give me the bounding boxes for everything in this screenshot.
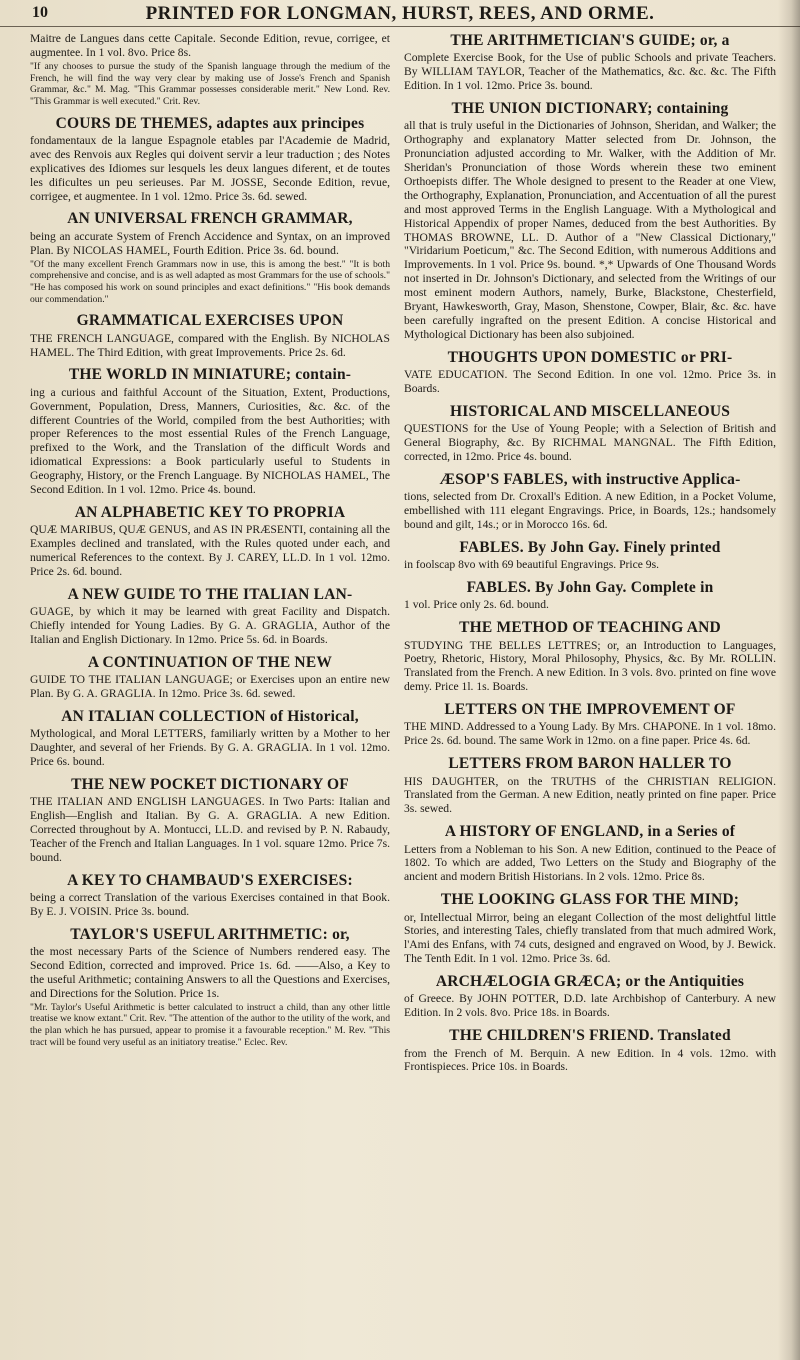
- listing-title: FABLES. By John Gay. Complete in: [466, 579, 714, 597]
- listing-description: Mythological, and Moral LETTERS, familiarly written by a Mother to her Daughter, and several of her Friends. By G. A. GRAGLIA. In 1 vol. 12mo. Price 6s. bound.: [30, 727, 390, 769]
- listing-title: ÆSOP'S FABLES, with instructive Applica-: [439, 470, 741, 488]
- listing-description: GUAGE, by which it may be learned with great Facility and Dispatch. Chiefly intended for Young Ladies. By G. A. GRAGLIA, Author of the Italian and English Dictionary. In 12mo. Price 5s. 6d. in Boards.: [30, 605, 390, 646]
- book-listing: [30, 32, 390, 108]
- listing-description: all that is truly useful in the Dictionaries of Johnson, Sheridan, and Walker; the Orthography and explanatory Matter selected from Dr. Johnson, the Pronunciation adjusted according to Mr. Walker, with the Addition of Mr. Sheridan's Pronunciation of those Words wherein these two eminent Orthoepists differ. The Whole designed to present to the Reader at one View, the Orthography, Explanation, Pronunciation, and Accentuation of all the purest and most approved Terms in the English Language. With a Mythological and Historical Appendix of proper Names, deduced from the best Authorities. By THOMAS BROWNE, LL. D. Author of a "New Classical Dictionary," "Viridarium Poeticum," &c. The Second Edition, with numerous Additions and Improvements. In 1 vol. Price 9s. bound. *,* Upwards of One Thousand Words not inserted in Dr. Johnson's Dictionary, and selected from the Writings of our most eminent modern Authors, namely, Burke, Blackstone, Chesterfield, Bryant, Hawkesworth, Gray, Mason, Shenstone, Cowper, Blair, &c. &c. have been carefully ingrafted on the present Edition. A concise Historical and Mythological Dictionary has been also subjoined.: [404, 119, 776, 341]
- listing-title: TAYLOR'S USEFUL ARITHMETIC: or,: [70, 925, 350, 943]
- page-header: [0, 0, 800, 27]
- listing-description: or, Intellectual Mirror, being an elegant Collection of the most delightful little Stories, and interesting Tales, chiefly translated from that much admired Work, l'Ami des Enfans, with 74 cuts, designed and engraved on Wood, by J. Bewick. The Tenth Edit. In 1 vol. 12mo. Price 3s. 6d.: [404, 910, 776, 966]
- book-listing: [30, 366, 390, 497]
- listing-description: Letters from a Nobleman to his Son. A new Edition, continued to the Peace of 1802. To which are added, Two Letters on the Study and Biography of the ancient and modern British Historians. In 2 vols. 12mo. Price 8s.: [404, 842, 776, 884]
- listing-description: VATE EDUCATION. The Second Edition. In one vol. 12mo. Price 3s. in Boards.: [404, 368, 776, 395]
- page-number: 10: [32, 4, 48, 21]
- book-listing: [30, 115, 390, 204]
- listing-title: AN ALPHABETIC KEY TO PROPRIA: [74, 503, 346, 521]
- listing-description: THE FRENCH LANGUAGE, compared with the English. By NICHOLAS HAMEL. The Third Edition, with great Improvements. Price 2s. 6d.: [30, 331, 390, 359]
- listing-description: Complete Exercise Book, for the Use of public Schools and private Teachers. By WILLIAM TAYLOR, Teacher of the Mathematics, &c. &c. &c. The Fifth Edition. In 1 vol. 12mo. Price 3s. bound.: [404, 51, 776, 93]
- listing-title: HISTORICAL AND MISCELLANEOUS: [449, 402, 731, 420]
- listing-title: THOUGHTS UPON DOMESTIC or PRI-: [447, 348, 733, 366]
- review-quote: "Mr. Taylor's Useful Arithmetic is better calculated to instruct a child, than any other little treatise we know extant." Crit. Rev. "The attention of the author to the utility of the work, and the plan which he has pursued, appear to promise it a favourable reception." M. Rev. "This tract will be found very useful as an initiatory treatise." Eclec. Rev.: [30, 1001, 390, 1048]
- book-listing: [404, 973, 776, 1020]
- book-listing: [30, 312, 390, 359]
- listing-description: Maitre de Langues dans cette Capitale. Seconde Edition, revue, corrigee, et augmentee. In 1 vol. 8vo. Price 8s.: [30, 32, 390, 59]
- listing-title: AN UNIVERSAL FRENCH GRAMMAR,: [67, 210, 353, 228]
- left-column: [30, 32, 390, 1352]
- listing-description: GUIDE TO THE ITALIAN LANGUAGE; or Exercises upon an entire new Plan. By G. A. GRAGLIA. In 12mo. Price 3s. 6d. sewed.: [30, 673, 390, 701]
- listing-title: THE LOOKING GLASS FOR THE MIND;: [440, 891, 740, 909]
- book-listing: [30, 586, 390, 647]
- listing-title: AN ITALIAN COLLECTION of Historical,: [61, 707, 359, 725]
- listing-description: 1 vol. Price only 2s. 6d. bound.: [404, 598, 549, 612]
- book-listing: [404, 891, 776, 966]
- book-listing: [30, 926, 390, 1049]
- book-listing: [404, 539, 776, 572]
- book-listing: [404, 349, 776, 396]
- listing-title: A HISTORY OF ENGLAND, in a Series of: [444, 823, 736, 841]
- book-listing: [404, 755, 776, 816]
- book-listing: [404, 1027, 776, 1074]
- listing-description: ing a curious and faithful Account of the Situation, Extent, Productions, Government, Population, Dress, Manners, Curiosities, &c. &c. of the different Countries of the World, compiled from the best Authorities; with proper References to the most essential Rules of the French Language, prefixed to the Work, and the Translation of the difficult Words and idiomatical Expressions: a Book particularly useful to Students in Geography, History, or the French Language. By NICHOLAS HAMEL, The Second Edition. In 1 vol. 12mo. Price 4s. bound.: [30, 385, 390, 497]
- book-listing: [30, 776, 390, 865]
- listing-title: ARCHÆLOGIA GRÆCA; or the Antiquities: [435, 973, 745, 991]
- listing-description: QUESTIONS for the Use of Young People; with a Selection of British and General Biography, &c. By RICHMAL MANGNAL. The Fifth Edition, corrected, in 12mo. Price 4s. bound.: [404, 422, 776, 463]
- listing-description: THE MIND. Addressed to a Young Lady. By Mrs. CHAPONE. In 1 vol. 18mo. Price 2s. 6d. bound. The same Work in 12mo. on a fine paper. Price 4s. 6d.: [404, 720, 776, 748]
- listing-description: from the French of M. Berquin. A new Edition. In 4 vols. 12mo. with Frontispieces. Price 10s. in Boards.: [404, 1046, 776, 1074]
- listing-description: tions, selected from Dr. Croxall's Edition. A new Edition, in a Pocket Volume, embellished with 111 elegant Engravings. Price, in Boards, 12s.; handsomely bound and gilt, 14s.; or in Morocco 16s. 6d.: [404, 490, 776, 531]
- listing-description: in foolscap 8vo with 69 beautiful Engravings. Price 9s.: [404, 558, 660, 572]
- book-listing: [404, 579, 776, 612]
- book-listing: [404, 701, 776, 748]
- book-listing: [404, 823, 776, 884]
- listing-title: LETTERS FROM BARON HALLER TO: [448, 755, 732, 773]
- book-listing: [30, 708, 390, 769]
- listing-description: fondamentaux de la langue Espagnole etables par l'Academie de Madrid, avec des Renvois aux Regles qui doivent servir a leur traduction ; des Notes explicatives des Idiomes sur lesquels les deux langues diferent, et de toutes les dificultes un peu serieuses. Par M. JOSSE, Seconde Edition, revue, corrigee, et augmentee. In 1 vol. 12mo. Price 3s. 6d. sewed.: [30, 133, 390, 203]
- listing-title: THE WORLD IN MINIATURE; contain-: [68, 366, 352, 384]
- listing-title: THE NEW POCKET DICTIONARY OF: [71, 775, 349, 793]
- right-column: [404, 32, 776, 1352]
- book-listing: [404, 100, 776, 342]
- book-listing: [404, 619, 776, 694]
- book-listing: [30, 210, 390, 305]
- listing-title: GRAMMATICAL EXERCISES UPON: [76, 312, 344, 330]
- book-listing: [404, 403, 776, 464]
- listing-title: THE CHILDREN'S FRIEND. Translated: [449, 1027, 731, 1045]
- listing-description: QUÆ MARIBUS, QUÆ GENUS, and AS IN PRÆSENTI, containing all the Examples declined and translated, with the Rules quoted under each, and numerical References to the context. By J. CAREY, LL.D. In 1 vol. 12mo. Price 2s. 6d. bound.: [30, 523, 390, 578]
- book-listing: [30, 504, 390, 579]
- listing-description: STUDYING THE BELLES LETTRES; or, an Introduction to Languages, Poetry, Rhetoric, History, Moral Philosophy, Physics, &c. By Mr. ROLLIN. Translated from the French. A new Edition. In 3 vols. 8vo. printed on fine wove demy. Price 1l. 1s. Boards.: [404, 638, 776, 694]
- listing-title: A KEY TO CHAMBAUD'S EXERCISES:: [67, 871, 353, 889]
- running-head: PRINTED FOR LONGMAN, HURST, REES, AND ORME.: [145, 3, 655, 24]
- listing-description: being a correct Translation of the various Exercises contained in that Book. By E. J. VOISIN. Price 3s. bound.: [30, 891, 390, 918]
- listing-title: A NEW GUIDE TO THE ITALIAN LAN-: [67, 585, 353, 603]
- book-listing: [30, 872, 390, 919]
- review-quote: "If any chooses to pursue the study of the Spanish language through the medium of the French, he will find the way very clear by making use of Josse's French and Spanish Grammar, &c." M. Mag. "This Grammar possesses considerable merit." New Lond. Rev. "This Grammar is well executed." Crit. Rev.: [30, 60, 390, 107]
- listing-description: being an accurate System of French Accidence and Syntax, on an improved Plan. By NICOLAS HAMEL, Fourth Edition. Price 3s. 6d. bound.: [30, 229, 390, 257]
- page-edge-shadow: [778, 0, 800, 1360]
- book-listing: [30, 654, 390, 701]
- book-listing: [404, 32, 776, 93]
- listing-title: LETTERS ON THE IMPROVEMENT OF: [444, 701, 736, 719]
- listing-title: THE ARITHMETICIAN'S GUIDE; or, a: [450, 32, 730, 49]
- listing-title: COURS DE THEMES, adaptes aux principes: [55, 114, 365, 132]
- review-quote: "Of the many excellent French Grammars now in use, this is among the best." "It is both comprehensive and concise, and is as well adapted as most Grammars for the use of schools." "He has composed his work on sound principles and exact definitions." "His book demands our commendation.": [30, 258, 390, 305]
- listing-title: FABLES. By John Gay. Finely printed: [459, 538, 721, 556]
- listing-description: THE ITALIAN AND ENGLISH LANGUAGES. In Two Parts: Italian and English—English and Italian. By G. A. GRAGLIA. A new Edition. Corrected throughout by A. Montucci, LL.D. and revised by P. N. Rabaudy, Teacher of the French and Italian Languages. In 1 vol. square 12mo. Price 7s. bound.: [30, 795, 390, 864]
- listing-description: the most necessary Parts of the Science of Numbers rendered easy. The Second Edition, corrected and improved. Price 1s. 6d. ——Also, a Key to the useful Arithmetic; containing Answers to all the Questions and Exercises, and Directions for the Solution. Price 1s.: [30, 945, 390, 1000]
- listing-description: of Greece. By JOHN POTTER, D.D. late Archbishop of Canterbury. A new Edition. In 2 vols. 8vo. Price 18s. in Boards.: [404, 992, 776, 1020]
- listing-title: THE UNION DICTIONARY; containing: [451, 100, 729, 117]
- book-listing: [404, 471, 776, 532]
- listing-description: HIS DAUGHTER, on the TRUTHS of the CHRISTIAN RELIGION. Translated from the German. A new Edition, neatly printed on fine paper. Price 3s. sewed.: [404, 774, 776, 816]
- listing-title: A CONTINUATION OF THE NEW: [87, 653, 333, 671]
- listing-title: THE METHOD OF TEACHING AND: [459, 619, 721, 637]
